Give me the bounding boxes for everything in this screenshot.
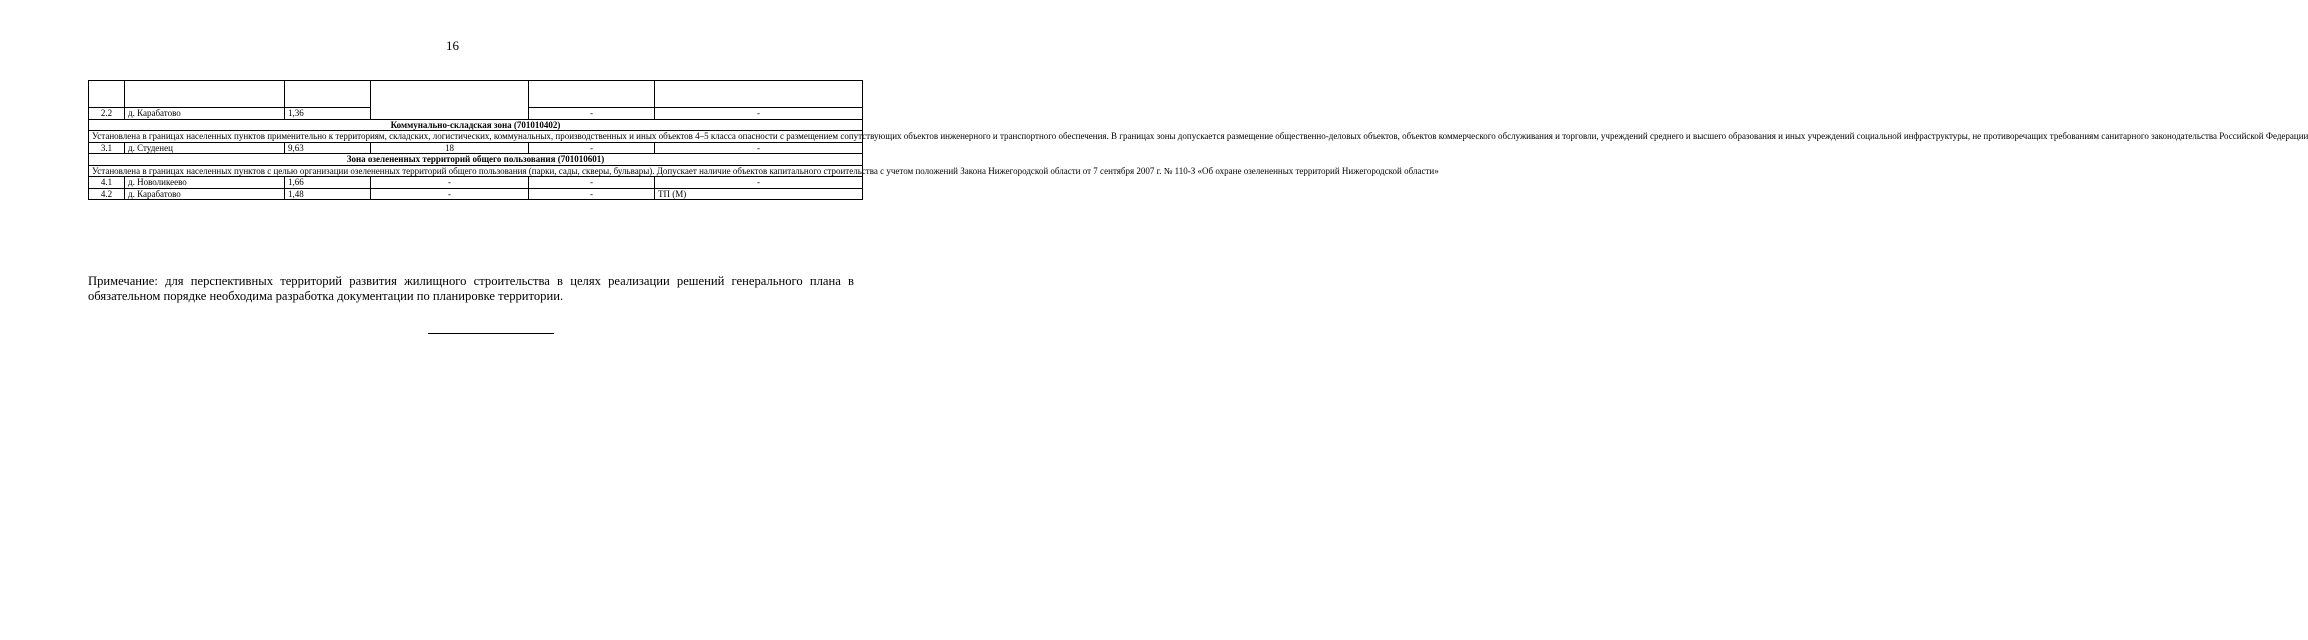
- settlement-name: д. Студенец: [125, 142, 285, 154]
- section-description: Установлена в границах населенных пунктов применительно к территориям, складских, логистических, коммунальных, производственных и иных объектов 4–5 класса опасности с размещением сопутствующих объектов инженерного и транспортного обеспечения. В границах зоны допускается размещение общественно-деловых объектов, объектов коммерческого обслуживания и торговли, учреждений среднего и высшего образования и иных учреждений социальной инфраструктуры, не противоречащих требованиям санитарного законодательства Российской Федерации: [89, 131, 863, 143]
- row-number: 4.2: [89, 188, 125, 200]
- footer-rule: [428, 333, 554, 334]
- area-value: 1,48: [285, 188, 371, 200]
- section-header-row: [89, 119, 863, 131]
- section-title: Коммунально-складская зона (701010402): [89, 119, 863, 131]
- cell-col4: -: [371, 177, 529, 189]
- cell-col6: -: [655, 108, 863, 120]
- section-header-row: [89, 154, 863, 166]
- cell-col5: -: [529, 177, 655, 189]
- table-row: [89, 177, 863, 189]
- area-value: 1,36: [285, 108, 371, 120]
- area-value: 9,63: [285, 142, 371, 154]
- table-row: [89, 188, 863, 200]
- section-description: Установлена в границах населенных пунктов с целью организации озелененных территорий общего пользования (парки, сады, скверы, бульвары). Допускает наличие объектов капитального строительства с учетом положений Закона Нижегородской области от 7 сентября 2007 г. № 110-З «Об охране озелененных территорий Нижегородской области»: [89, 165, 863, 177]
- table-row-continuation: [89, 81, 863, 108]
- cell-col6: ТП (М): [655, 188, 863, 200]
- cell-col4: -: [371, 188, 529, 200]
- settlement-name: д. Новоликеево: [125, 177, 285, 189]
- zones-table: [88, 80, 2308, 200]
- row-number: 2.2: [89, 108, 125, 120]
- row-number: 4.1: [89, 177, 125, 189]
- merged-cell: [371, 81, 529, 120]
- cell-col6: -: [655, 177, 863, 189]
- row-number: 3.1: [89, 142, 125, 154]
- cell-col5: -: [529, 108, 655, 120]
- cell-col6: -: [655, 142, 863, 154]
- page-number: 16: [446, 38, 459, 53]
- note-paragraph: Примечание: для перспективных территорий развития жилищного строительства в целях реализации решений генерального плана в обязательном порядке необходима разработка документации по планировке территории.: [88, 274, 854, 303]
- settlement-name: д. Карабатово: [125, 108, 285, 120]
- settlement-name: д. Карабатово: [125, 188, 285, 200]
- section-title: Зона озелененных территорий общего пользования (701010601): [89, 154, 863, 166]
- cell-col5: -: [529, 142, 655, 154]
- cell-col4: 18: [371, 142, 529, 154]
- section-description-row: [89, 131, 863, 143]
- section-description-row: [89, 165, 863, 177]
- area-value: 1,66: [285, 177, 371, 189]
- table-row: [89, 142, 863, 154]
- cell-col5: -: [529, 188, 655, 200]
